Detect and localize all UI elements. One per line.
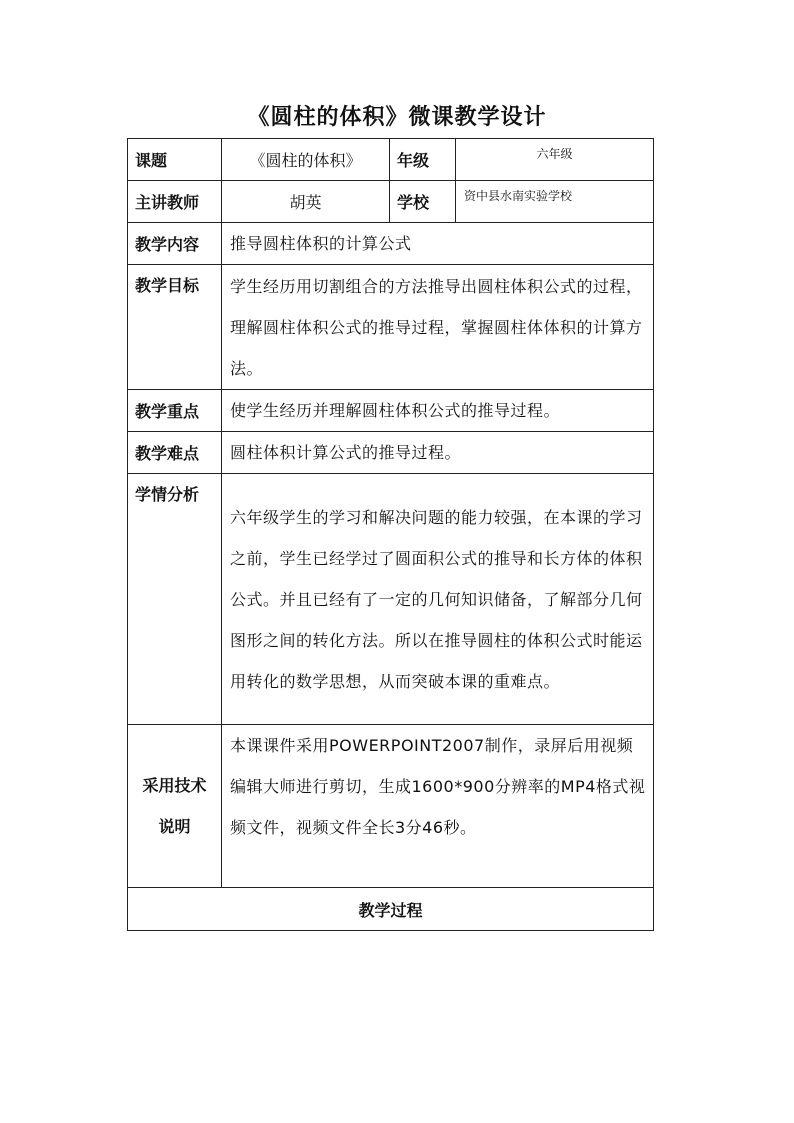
grade-label: 年级 <box>390 139 456 181</box>
key-point-value: 使学生经历并理解圆柱体积公式的推导过程。 <box>222 390 654 432</box>
topic-label: 课题 <box>128 139 222 181</box>
school-value: 资中县水南实验学校 <box>456 181 654 223</box>
document-title: 《圆柱的体积》微课教学设计 <box>247 104 547 130</box>
row-technology <box>128 725 654 888</box>
row-process <box>128 888 654 931</box>
goal-label: 教学目标 <box>128 265 222 390</box>
technology-value: 本课课件采用POWERPOINT2007制作，录屏后用视频编辑大师进行剪切，生成1600*900分辨率的MP4格式视频文件，视频文件全长3分46秒。 <box>222 725 654 888</box>
key-point-label: 教学重点 <box>128 390 222 432</box>
goal-value: 学生经历用切割组合的方法推导出圆柱体积公式的过程，理解圆柱体积公式的推导过程，掌握圆柱体体积的计算方法。 <box>222 265 654 390</box>
row-topic <box>128 139 654 181</box>
row-analysis <box>128 474 654 725</box>
grade-value: 六年级 <box>456 139 654 181</box>
row-teacher <box>128 181 654 223</box>
analysis-value: 六年级学生的学习和解决问题的能力较强，在本课的学习之前，学生已经学过了圆面积公式的推导和长方体的体积公式。并且已经有了一定的几何知识储备，了解部分几何图形之间的转化方法。所以在推导圆柱的体积公式时能运用转化的数学思想，从而突破本课的重难点。 <box>222 474 654 725</box>
teaching-process-label: 教学过程 <box>128 888 654 931</box>
school-label: 学校 <box>390 181 456 223</box>
content-label: 教学内容 <box>128 223 222 265</box>
technology-label-line2: 说明 <box>158 817 191 836</box>
row-difficulty <box>128 432 654 474</box>
teacher-label: 主讲教师 <box>128 181 222 223</box>
technology-label-cell <box>128 725 222 888</box>
analysis-label: 学情分析 <box>128 474 222 725</box>
difficulty-value: 圆柱体积计算公式的推导过程。 <box>222 432 654 474</box>
difficulty-label: 教学难点 <box>128 432 222 474</box>
lesson-design-table <box>127 138 654 931</box>
technology-label-line1: 采用技术 <box>142 776 207 795</box>
row-content <box>128 223 654 265</box>
row-key-point <box>128 390 654 432</box>
topic-value: 《圆柱的体积》 <box>222 139 390 181</box>
content-value: 推导圆柱体积的计算公式 <box>222 223 654 265</box>
row-goal <box>128 265 654 390</box>
teacher-value: 胡英 <box>222 181 390 223</box>
